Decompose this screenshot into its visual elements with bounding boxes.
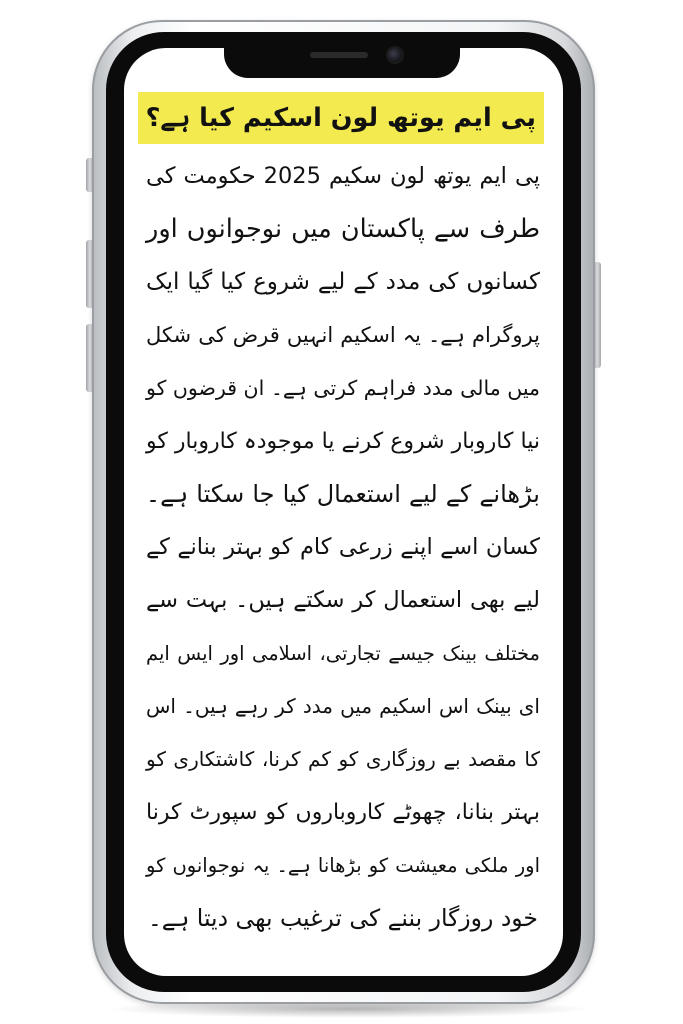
article-line: لیے بھی استعمال کر سکتے ہیں۔ بہت سے (146, 587, 540, 613)
article-line: خود روزگار بننے کی ترغیب بھی دیتا ہے۔ (148, 904, 538, 932)
front-camera-icon (388, 48, 402, 62)
article-line: میں مالی مدد فراہم کرتی ہے۔ ان قرضوں کو (146, 376, 540, 400)
article-body (142, 150, 544, 945)
article-line: طرف سے پاکستان میں نوجوانوں اور (146, 214, 540, 244)
article (142, 92, 544, 945)
article-line: ای بینک اس اسکیم میں مدد کر رہے ہیں۔ اس (146, 694, 540, 718)
phone-notch (224, 44, 460, 78)
article-line: کسانوں کی مدد کے لیے شروع کیا گیا ایک (146, 269, 540, 295)
article-line: بڑھانے کے لیے استعمال کیا جا سکتا ہے۔ (146, 480, 540, 508)
article-line: پروگرام ہے۔ یہ اسکیم انہیں قرض کی شکل (146, 323, 540, 347)
article-line: اور ملکی معیشت کو بڑھانا ہے۔ یہ نوجوانوں کو (146, 854, 540, 877)
article-line: کسان اسے اپنے زرعی کام کو بہتر بنانے کے (146, 534, 540, 560)
article-line: نیا کاروبار شروع کرنے یا موجودہ کاروبار کو (146, 429, 540, 454)
article-headline: پی ایم یوتھ لون اسکیم کیا ہے؟ (138, 92, 544, 144)
article-line: کا مقصد بے روزگاری کو کم کرنا، کاشتکاری کو (146, 747, 540, 771)
article-line: پی ایم یوتھ لون سکیم 2025 حکومت کی (146, 163, 540, 189)
article-line: مختلف بینک جیسے تجارتی، اسلامی اور ایس ایم (146, 642, 540, 665)
speaker-icon (310, 52, 368, 58)
article-line: بہتر بنانا، چھوٹے کاروباروں کو سپورٹ کرنا (146, 800, 540, 825)
